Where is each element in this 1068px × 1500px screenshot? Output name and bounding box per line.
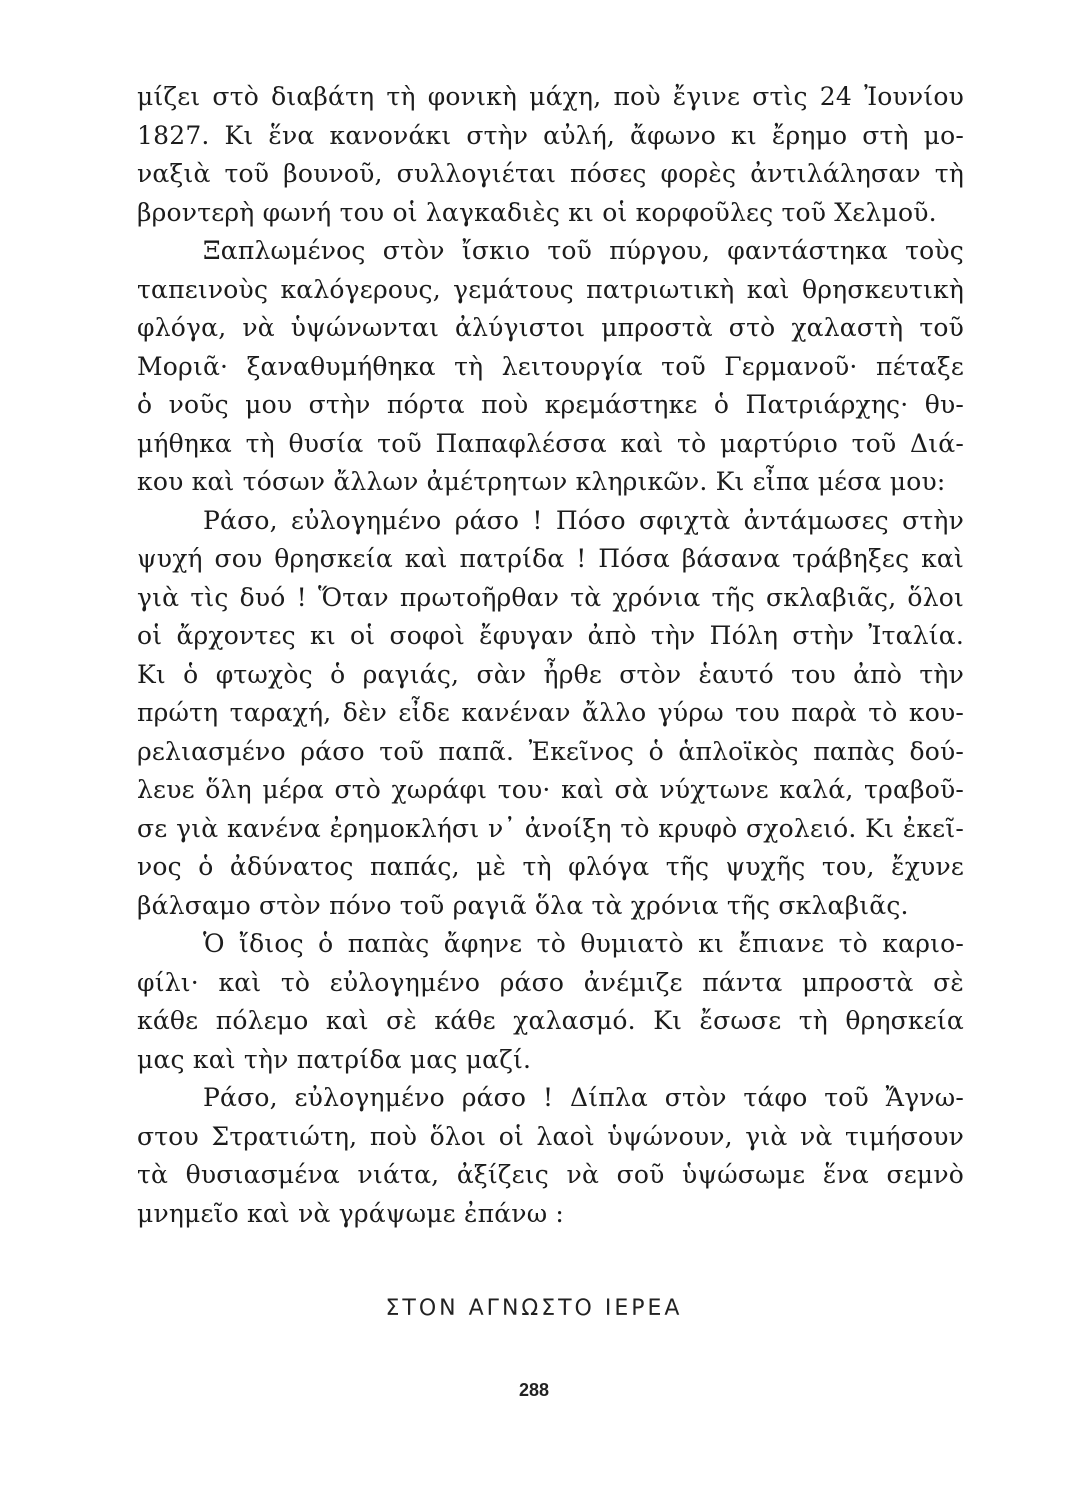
text-line: ναξιὰ τοῦ βουνοῦ, συλλογιέται πόσες φορὲς ἀντιλάλησαν τὴ	[137, 159, 964, 188]
text-line: σε γιὰ κανένα ἐρημοκλήσι ν᾽ ἀνοίξη τὸ κρυφὸ σχολειό. Κι ἐκεῖ-	[137, 813, 964, 843]
text-line: νος ὁ ἀδύνατος παπάς, μὲ τὴ φλόγα τῆς ψυχῆς του, ἔχυνε	[137, 852, 964, 881]
text-line: 1827. Κι ἕνα κανονάκι στὴν αὐλή, ἄφωνο κι ἔρημο στὴ μο-	[137, 120, 964, 150]
text-line: ρελιασμένο ράσο τοῦ παπᾶ. Ἐκεῖνος ὁ ἁπλοϊκὸς παπὰς δού-	[137, 736, 964, 766]
text-line: οἱ ἄρχοντες κι οἱ σοφοὶ ἔφυγαν ἀπὸ τὴν Πόλη στὴν Ἰταλία.	[137, 621, 964, 650]
text-line: Ξαπλωμένος στὸν ἴσκιο τοῦ πύργου, φαντάστηκα τοὺς	[203, 236, 964, 265]
text-line: πρώτη ταραχή, δὲν εἶδε κανέναν ἄλλο γύρω του παρὰ τὸ κου-	[137, 698, 964, 727]
text-line: τὰ θυσιασμένα νιάτα, ἀξίζεις νὰ σοῦ ὑψώσωμε ἕνα σεμνὸ	[137, 1160, 964, 1189]
text-line: Ράσο, εὐλογημένο ράσο ! Πόσο σφιχτὰ ἀντάμωσες στὴν	[203, 505, 964, 535]
text-line: λευε ὅλη μέρα στὸ χωράφι του· καὶ σὰ νύχτωνε καλά, τραβοῦ-	[137, 775, 964, 804]
text-line: μας καὶ τὴν πατρίδα μας μαζί.	[137, 1044, 532, 1074]
text-line: μνημεῖο καὶ νὰ γράψωμε ἐπάνω :	[137, 1198, 565, 1228]
page-number: 288	[518, 1380, 550, 1400]
text-line: κου καὶ τόσων ἄλλων ἀμέτρητων κληρικῶν. Κι εἶπα μέσα μου:	[137, 467, 946, 496]
text-line: κάθε πόλεμο καὶ σὲ κάθε χαλασμό. Κι ἔσωσε τὴ θρησκεία	[137, 1006, 964, 1035]
text-line: μήθηκα τὴ θυσία τοῦ Παπαφλέσσα καὶ τὸ μαρτύριο τοῦ Διά-	[137, 428, 964, 458]
text-line: βροντερὴ φωνή του οἱ λαγκαδιὲς κι οἱ κορφοῦλες τοῦ Χελμοῦ.	[137, 197, 937, 227]
text-line: μίζει στὸ διαβάτη τὴ φονικὴ μάχη, ποὺ ἔγινε στὶς 24 Ἰουνίου	[137, 82, 964, 111]
text-line: στου Στρατιώτη, ποὺ ὅλοι οἱ λαοὶ ὑψώνουν, γιὰ νὰ τιμήσουν	[137, 1121, 964, 1151]
text-line: Μοριᾶ· ξαναθυμήθηκα τὴ λειτουργία τοῦ Γερμανοῦ· πέταξε	[137, 351, 964, 381]
text-line: Κι ὁ φτωχὸς ὁ ραγιάς, σὰν ἦρθε στὸν ἑαυτό του ἀπὸ τὴν	[137, 659, 964, 689]
text-line: φίλι· καὶ τὸ εὐλογημένο ράσο ἀνέμιζε πάντα μπροστὰ σὲ	[137, 967, 964, 997]
text-line: βάλσαμο στὸν πόνο τοῦ ραγιᾶ ὅλα τὰ χρόνια τῆς σκλαβιᾶς.	[137, 890, 909, 920]
text-line: Ράσο, εὐλογημένο ράσο ! Δίπλα στὸν τάφο τοῦ Ἄγνω-	[203, 1083, 964, 1112]
text-line: φλόγα, νὰ ὑψώνωνται ἀλύγιστοι μπροστὰ στὸ χαλαστὴ τοῦ	[137, 313, 964, 342]
text-line: ταπεινοὺς καλόγερους, γεμάτους πατριωτικὴ καὶ θρησκευτικὴ	[137, 274, 964, 304]
text-line: ψυχή σου θρησκεία καὶ πατρίδα ! Πόσα βάσανα τράβηξες καὶ	[137, 544, 964, 573]
text-line: Ὁ ἴδιος ὁ παπὰς ἄφηνε τὸ θυμιατὸ κι ἔπιανε τὸ καριο-	[203, 929, 964, 958]
body-text	[137, 78, 964, 1233]
text-line: γιὰ τὶς δυό ! Ὅταν πρωτοῆρθαν τὰ χρόνια τῆς σκλαβιᾶς, ὅλοι	[137, 582, 964, 612]
epitaph-heading: ΣΤΟΝ ΑΓΝΩΣΤΟ ΙΕΡΕΑ	[385, 1296, 683, 1321]
text-line: ὁ νοῦς μου στὴν πόρτα ποὺ κρεμάστηκε ὁ Πατριάρχης· θυ-	[137, 390, 964, 419]
